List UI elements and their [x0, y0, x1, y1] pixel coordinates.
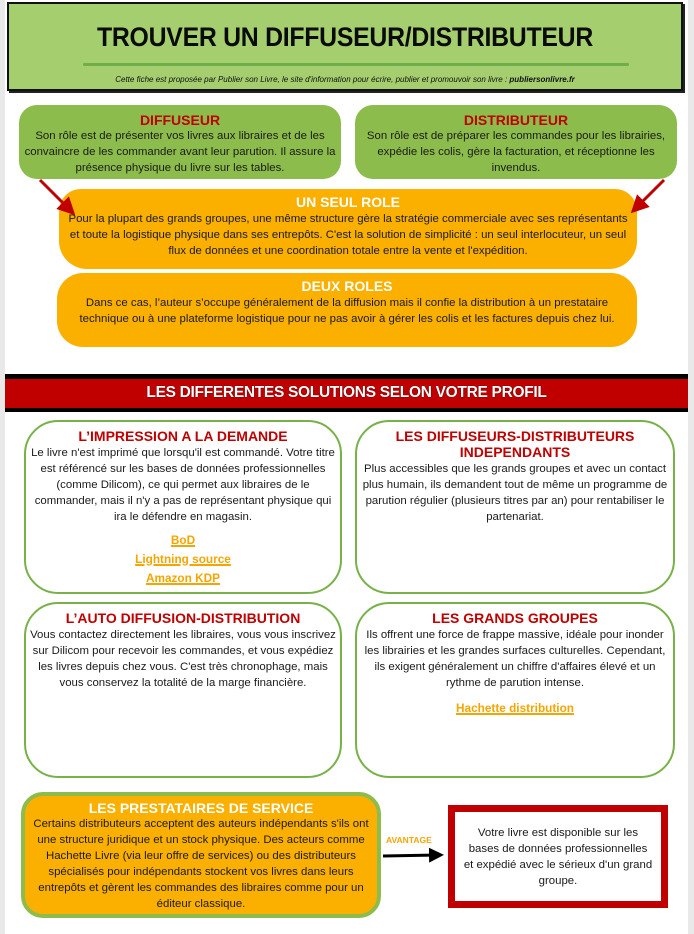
un-seul-role-box [59, 189, 637, 269]
profile-text: Ils offrent une force de frappe massive, idéale pour inonder les librairies et les grandes surfaces culturelles. Cependant, ils exigent généralement un chiffre d'affaires élevé et un rythme de parution intense. [364, 629, 666, 689]
diffuseur-title: DIFFUSEUR [139, 112, 221, 128]
section-banner-title: LES DIFFERENTES SOLUTIONS SELON VOTRE PROFIL [146, 384, 547, 401]
distributeur-title: DISTRIBUTEUR [463, 112, 569, 128]
prestataires-box [21, 792, 381, 918]
deux-roles-box [57, 273, 637, 347]
diffuseur-text: Son rôle est de présenter vos livres aux libraires et de les convaincre de les commander avant leur parution. Il assure la présence physique du livre sur les tables. [24, 130, 336, 174]
prestataires-text: Certains distributeurs acceptent des auteurs indépendants s'ils ont une structure juridique et un stock physique. Des acteurs comme Hachette Livre (via leur offre de services) ou des distributeurs spécialisés pour indépendants stockent vos livres dans leurs entrepôts et gèrent les commandes des libraires comme pour un éditeur classique. [33, 818, 369, 910]
avantage-text: Votre livre est disponible sur les bases de données professionnelles et expédié avec le sérieux d'un grand groupe. [463, 826, 653, 887]
arrow-avantage-icon [383, 855, 438, 856]
link-lightning-source[interactable]: Lightning source [135, 552, 231, 566]
profile-title: L’AUTO DIFFUSION-DISTRIBUTION [65, 610, 301, 626]
section-banner [5, 374, 688, 412]
page-title: TROUVER UN DIFFUSEUR/DISTRIBUTEUR [97, 22, 593, 52]
deux-roles-title: DEUX ROLES [301, 278, 393, 294]
prestataires-title: LES PRESTATAIRES DE SERVICE [88, 800, 314, 816]
profile-text: Plus accessibles que les grands groupes et avec un contact plus humain, ils demandent tout de même un programme de parution régulier (plusieurs titres par an) pour rentabiliser le partenariat. [362, 463, 668, 523]
link-amazon-kdp[interactable]: Amazon KDP [145, 571, 221, 585]
profile-card-grands-groupes [355, 602, 675, 778]
credit-site-link[interactable]: publiersonlivre.fr [509, 75, 575, 84]
un-seul-role-text: Pour la plupart des grands groupes, une même structure gère la stratégie commerciale avec ses représentants et toute la logistique physique dans ses entrepôts. C'est la solution de simplicité : un seul interlocuteur, un seul flux de données et une coordination totale entre la vente et l'expédition. [68, 213, 628, 257]
profile-card-auto-diffusion [24, 602, 342, 778]
deux-roles-text: Dans ce cas, l’auteur s’occupe généralement de la diffusion mais il confie la distribution à un prestataire technique ou à une plateforme logistique pour ne pas avoir à gérer les colis et les factures depuis chez lui. [79, 297, 615, 325]
profile-title: L’IMPRESSION A LA DEMANDE [78, 428, 288, 444]
profile-card-impression [24, 420, 342, 594]
profile-title: LES DIFFUSEURS-DISTRIBUTEURS INDEPENDANTS [395, 428, 635, 460]
profile-links [26, 531, 340, 588]
profile-text: Le livre n'est imprimé que lorsqu'il est commandé. Votre titre est référencé sur les bases de données professionnelles (comme Dilicom), ce qui permet aux libraires de le commander, mais il n'y a pas de représentant physique qui ira le défendre en magasin. [31, 447, 335, 523]
avantage-box [448, 805, 668, 908]
link-hachette-distribution[interactable]: Hachette distribution [456, 701, 574, 715]
document-page [5, 0, 688, 934]
distributeur-box [355, 105, 677, 179]
credit-text: Cette fiche est proposée par Publier son Livre, le site d'information pour écrire, publier et promouvoir son livre : [115, 75, 510, 84]
diffuseur-box [19, 105, 341, 179]
profile-links [357, 699, 673, 718]
profile-card-independants [355, 420, 675, 594]
title-underline [83, 63, 629, 66]
distributeur-text: Son rôle est de préparer les commandes pour les librairies, expédie les colis, gère la facturation, et réceptionne les invendus. [366, 130, 666, 174]
link-bod[interactable]: BoD [170, 533, 196, 547]
profile-title: LES GRANDS GROUPES [432, 610, 598, 626]
header-banner [7, 2, 683, 91]
arrow-distributeur-icon [635, 180, 664, 209]
un-seul-role-title: UN SEUL ROLE [296, 194, 400, 210]
profile-text: Vous contactez directement les libraires, vous vous inscrivez sur Dilicom pour recevoir les commandes, et vous expédiez les livres depuis chez vous. C'est très chronophage, mais vous conservez la totalité de la marge financière. [30, 629, 336, 689]
credit-line [9, 75, 681, 84]
avantage-label: AVANTAGE [386, 835, 432, 845]
